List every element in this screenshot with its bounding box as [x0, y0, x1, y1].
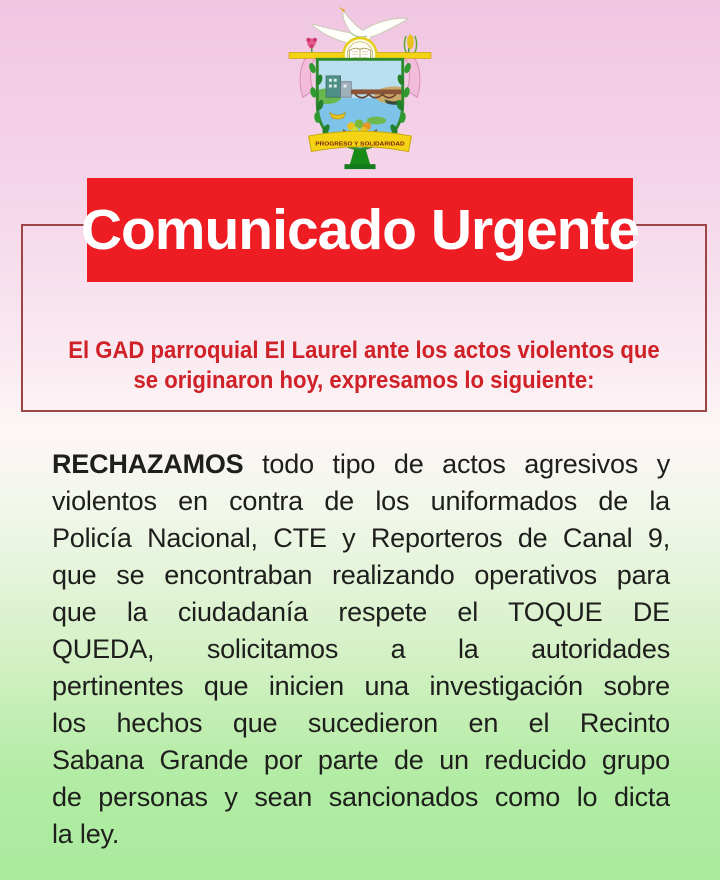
- body-line: de personas y sean sancionados como lo dicta: [52, 782, 670, 812]
- subtitle: [23, 336, 705, 396]
- body-text: [52, 446, 670, 853]
- body-line: pertinentes que inicien una investigación sobre: [52, 671, 670, 701]
- body-line: la ley.: [52, 819, 120, 849]
- urgent-banner: [80, 178, 640, 282]
- el-laurel-coat-of-arms: [287, 4, 433, 171]
- body-line: violentos en contra de los uniformados de la: [52, 486, 670, 516]
- motto-text: PROGRESO Y SOLIDARIDAD: [315, 141, 405, 148]
- body-line: RECHAZAMOS todo tipo de actos agresivos y: [52, 449, 670, 479]
- body-line: que la ciudadanía respete el TOQUE DE: [52, 597, 670, 627]
- subtitle-line-1: El GAD parroquial El Laurel ante los actos violentos que: [68, 337, 660, 364]
- body-line: Sabana Grande por parte de un reducido grupo: [52, 745, 670, 775]
- body-line: QUEDA, solicitamos a la autoridades: [52, 634, 670, 664]
- page-title: Comunicado Urgente: [80, 198, 640, 262]
- body-line: Policía Nacional, CTE y Reporteros de Canal 9,: [52, 523, 670, 553]
- body-line: los hechos que sucedieron en el Recinto: [52, 708, 670, 738]
- body-bold-lead: RECHAZAMOS: [52, 449, 244, 479]
- body-line: que se encontraban realizando operativos para: [52, 560, 670, 590]
- trunk-icon: [344, 150, 375, 169]
- subtitle-line-2: se originaron hoy, expresamos lo siguiente:: [133, 367, 595, 394]
